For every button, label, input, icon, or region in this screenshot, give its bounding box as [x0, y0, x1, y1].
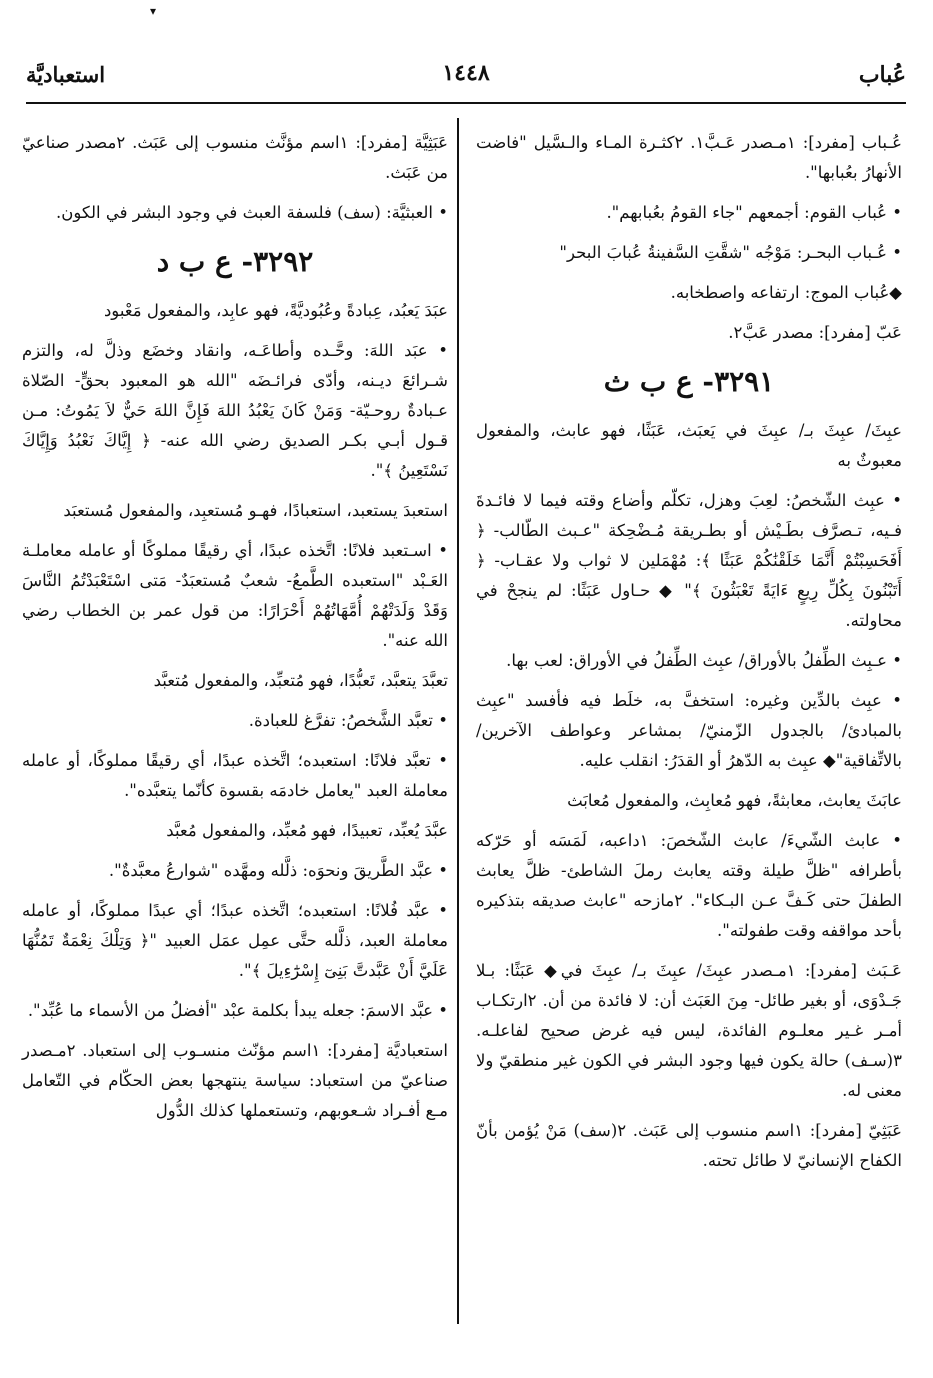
entry-paragraph: عبِثَ/ عبِثَ بـ/ عبِثَ في يَعبَث، عَبَثًا، فهو عابث، والمفعول معبوثٌ به — [476, 421, 902, 470]
entry-paragraph: عَـبَث [مفرد]: ١مـصدر عبِثَ/ عبِثَ بـ/ عبِثَ في◆ عَبَثًا: بـلا جَـدْوَى، أو بغير طائل- مِنَ العَبَث أن: لا فائدة من أن. ٢ارتكـاب أمـر غـير معلـوم الفائدة، ليس فيه غرض صحيح لفاعلـه. ٣(سـف) حالة يكون فيها وجود البشر في الكون غير منطقيّ ولا معنى له. — [476, 961, 902, 1100]
entry-paragraph: • عُباب القوم: أجمعهم "جاء القومُ بعُبابهم". — [606, 203, 902, 222]
entry-paragraph: عَبَثِيّ [مفرد]: ١اسم منسوب إلى عَبَث. ٢(سف) مَنْ يُؤمن بأنّ الكفاح الإنسانيّ لا طائل تحته. — [476, 1121, 902, 1170]
entry-paragraph: • عبِث بالدِّين وغيره: استخفَّ به، خلَط فيه فأفسد "عبِث بالمبادئ/ بالجدول الزّمنيّ/ بمشاعر وعواطف الآخرين/ بالاتِّفاقية"◆ عبِث به الدّهرُ أو القدَرُ: انقلب عليه. — [476, 691, 902, 770]
entry-paragraph: • عبَد اللهَ: وحَّـده وأطاعَـه، وانقاد وخضَع وذلَّ له، والتزم شـرائعَ ديـنه، وأدّى فرائـضَه "الله هو المعبود بحقٍّ- الصّلاة عـبادةٌ روحـيّة- وَمَنْ كَانَ يَعْبُدُ اللهَ فَإِنَّ اللهَ حَيٌّ لاَ يَمُوتُ: مـن قـول أبـي بكـر الصديق رضي الله عنه- ﴿ إِيَّاكَ نَعْبُدُ وَإِيَّاكَ نَسْتَعِينُ ﴾". — [22, 341, 448, 480]
entry-paragraph: • عبِث الشّخصُ: لعِبَ وهزل، تكلّم وأضاع وقته فيما لا فائـدةَ فـيه، تـصرَّف بطَـيْش أو بطـريقة مُـضْحِكة "عـبث الطّالب- ﴿ أَفَحَسِبْتُمْ أَنَّمَا خَلَقْنَٰكُمْ عَبَثًا ﴾: مُهْمَلين لا ثواب ولا عقـاب- ﴿ أَتَبْنُونَ بِكُلِّ رِيعٍ ءَايَةً تَعْبَثُونَ ﴾" ◆ حـاول عَبَثًا: لم ينجحْ في محاولته. — [476, 491, 902, 630]
entry-paragraph: • تعبَّد الشَّخصُ: تفرَّغ للعبادة. — [248, 711, 448, 730]
page-header — [26, 58, 906, 98]
entry-paragraph: عبَدَ يَعبُد، عِبادةً وعُبُوديَّةً، فهو عابِد، والمفعول مَعْبود — [103, 301, 448, 320]
header-left-word: استعباديَّة — [26, 62, 106, 87]
entry-paragraph: • اسـتعبد فلانًا: اتَّخذه عبدًا، أي رقيقًا مملوكًا أو عامله معاملـة العَـبْد "استعبده الطَّمعُ- شعبٌ مُستعبَدٌ- مَتى اسْتَعْبَدْتُمُ النَّاسَ وَقَدْ وَلَدَتْهُمْ أُمَّهَاتُهُمْ أَحْرَارًا: من قول عمر بن الخطاب رضي الله عنه". — [22, 541, 448, 650]
entry-paragraph: عَبّ [مفرد]: مصدر عَبَّ٢. — [728, 323, 902, 342]
entry-paragraph: عَبَثِيَّة [مفرد]: ١اسم مؤنَّث منسوب إلى عَبَث. ٢مصدر صناعيّ من عَبَث. — [22, 133, 448, 182]
page-number: ١٤٤٨ — [442, 60, 490, 86]
entry-paragraph: ◆عُباب الموج: ارتفاعه واصطخابه. — [670, 283, 902, 302]
entry-paragraph: • عبَّد الاسمَ: جعله يبدأ بكلمة عبْد "أفضلُ من الأسماء ما عُبِّد". — [27, 1001, 448, 1020]
entry-paragraph: • عبَّد فُلانًا: استعبده؛ اتَّخذه عبدًا؛ أي عبدًا مملوكًا، أو عامله معاملة العبد، ذلَّله حتَّى عمِل عمَل العبيد "﴿ وَتِلْكَ نِعْمَةٌ تَمُنُّهَا عَلَيَّ أَنْ عَبَّدتَّ بَنِىٓ إِسْرَٰٓءِيلَ ﴾". — [22, 901, 448, 980]
entry-paragraph: عبَّدَ يُعبِّد، تعبيدًا، فهو مُعبِّد، والمفعول مُعبَّد — [166, 821, 448, 840]
header-rule — [26, 102, 906, 104]
entry-paragraph: • عُـباب البحـر: مَوْجُه "شقَّتِ السَّفينةُ عُبابَ البحر" — [559, 243, 902, 262]
entry-paragraph: استعبدَ يستعبد، استعبادًا، فهـو مُستعبِد، والمفعول مُستعبَد — [63, 501, 448, 520]
right-column — [476, 128, 902, 1186]
header-right-word: عُباب — [858, 62, 906, 88]
left-column — [22, 128, 448, 1136]
entry-paragraph: • عبَّد الطَّريقَ ونحوَه: ذلَّله ومهَّده "شوارعُ معبَّدةٌ". — [108, 861, 448, 880]
entry-paragraph: • عـبِث الطِّفلُ بالأوراق/ عبِث الطِّفلُ في الأوراق: لعب بها. — [506, 651, 902, 670]
column-divider — [457, 118, 459, 1324]
entry-paragraph: تعبَّدَ يتعبَّد، تَعبُّدًا، فهو مُتعبِّد، والمفعول مُتعبَّد — [153, 671, 448, 690]
entry-paragraph: عابَثَ يعابث، معابثةً، فهو مُعابِث، والمفعول مُعابَث — [567, 791, 902, 810]
entry-paragraph: • العبثيَّة: (سف) فلسفة العبث في وجود البشر في الكون. — [56, 203, 448, 222]
entry-paragraph: عُـباب [مفرد]: ١مـصدر عَـبَّ١. ٢كثـرة المـاء والـسَّيل "فاضت الأنهارُ بعُبابها". — [476, 133, 902, 182]
entry-paragraph: • تعبَّد فلانًا: استعبده؛ اتَّخذه عبدًا، أي رقيقًا مملوكًا، أو عامله معاملة العبد "يعامل خادمَه بقسوة كأنّما يتعبَّده". — [22, 751, 448, 800]
corner-mark: ▾ — [150, 4, 157, 18]
entry-paragraph: • عابث الشّيءَ/ عابث الشّخصَ: ١داعبه، لَمَسَه أو حَرّكه بأطرافه "ظلَّ طيلة وقته يعابث رملَ الشاطئ- ظلَّ يعابث الطفلَ حتى كَـفَّ عـن البـكاء". ٢مازحه "عابث صديقه بتذكيره بأحد مواقفه وقت طفولته". — [476, 831, 903, 940]
entry-paragraph: استعباديَّة [مفرد]: ١اسم مؤنّث منسـوب إلى استعباد. ٢مـصدر صناعيّ من استعباد: سياسة ينتهجها بعض الحكّام في التّعامل مـع أفـراد شـعوبهم، وتستعملها كذلك الدُّول — [22, 1041, 449, 1120]
section-heading: ٣٢٩١- ع ب ث — [603, 365, 775, 398]
section-heading: ٣٢٩٢- ع ب د — [156, 245, 314, 278]
